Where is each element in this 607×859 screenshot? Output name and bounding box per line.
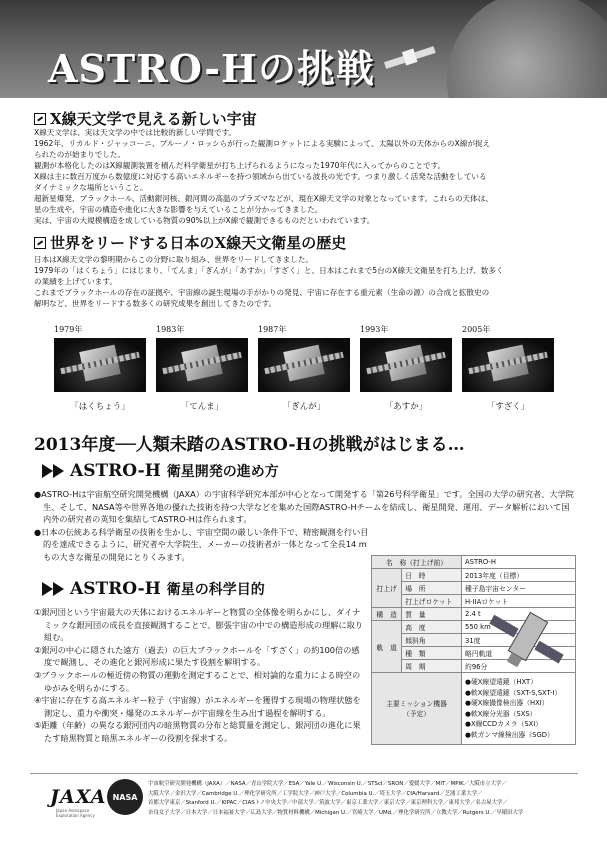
checkbox-icon [34, 113, 46, 125]
science-goals-list: ①銀河団という宇宙最大の天体におけるエネルギーと物質の全体像を明らかにし、ダイナミックな銀河団の成長を直接観測することで、膨張宇宙の中での構造形成の理解に取り組む。 ②銀河の中心に隠された遠方（過去）の巨大ブラックホールを「すざく」の約100倍の感度で観測し、その進化と銀河形成に果たす役割を解明する。 ③ブラックホールの極近傍の物質の運動を測定することで、相対論的な重力による時空のゆがみを明らかにする。 ④宇宙に存在する高エネルギー粒子（宇宙線）がエネルギーを獲得する現場の物理状態を測定し、重力や衝突・爆発のエネルギーが宇宙線を生み出す過程を解明する。 ⑤距離（年齢）の異なる銀河団内の暗黒物質の分布と総質量を測定し、銀河団の進化に果たす暗黒物質と暗黒エネルギーの役割を探求する。 [34, 607, 363, 743]
satellite-image [156, 338, 248, 392]
arrow-icon [53, 464, 64, 478]
earth-globe-icon [447, 0, 607, 98]
checkbox-icon [34, 237, 46, 249]
science-heading: ASTRO-H 衛星の科学目的 [42, 579, 265, 599]
satellite-icon [380, 40, 440, 76]
satellite-asuka: 1993年 「あすか」 [360, 324, 452, 412]
spec-table: 名 称（打上げ前） ASTRO-H 打上げ 日 時 2013年度（目標） 場 所 種子島宇宙センター 打上げロケット H-IIAロケット 構 造 質 量 2.4 t 軌 道 高 度 550 km 傾斜角 31度 種 類 略円軌道 周 期 約96分 主要ミッション機器 （予定） ●硬X線望遠鏡（HXT） ●軟X線望遠鏡（SXT-S,SXT-I） ●硬X線撮像検出器（HXI） ●軟X線分光器（SXS） ●X線CCDカメラ（SXI） ●軟ガンマ線検出器（SGD） [371, 555, 576, 745]
dev-heading: ASTRO-H 衛星開発の進め方 [42, 461, 279, 481]
header-banner [0, 0, 607, 98]
satellite-image [462, 338, 554, 392]
satellite-image [258, 338, 350, 392]
jaxa-subtitle: Japan Aerospace Exploration Agency [56, 808, 95, 818]
satellite-suzaku: 2005年 「すざく」 [462, 324, 554, 412]
nasa-logo: NASA [107, 779, 143, 815]
jaxa-logo: JAXA [50, 786, 107, 808]
dev-text: ●ASTRO-Hは宇宙航空研究開発機構（JAXA）の宇宙科学研究本部が中心となって開発する「第26号科学衛星」です。全国の大学の研究者、大学院生、そして、NASA等や世界各地の優れた技術を持つ大学などを集めた国際ASTRO-Hチームを結成し、衛星開発、運用、データ解析において国内外の研究者の英知を集結してASTRO-Hは作られます。 ●日本の伝統ある科学衛星の技術を生かし、宇宙空間の厳しい条件下で、精密観測を行い目的を達成できるように、研究者や大学院生、メーカーの技術者が一体となって全長14 mもの大きな衛星の開発にとりくみます。 [34, 489, 574, 562]
participating-organizations: 宇宙航空研究開発機構（JAXA）／NASA／青山学院大学／ESA／Yale U.／Wisconsin U.／STScI／SRON／愛媛大学／MIT／MPIK／大阪市立大学／ 大阪大学／金沢大学／Cambridge U.／理化学研究所／工学院大学／神戸大学／Columbia U.／埼玉大学／CfA/Harvard／芝浦工業大学／ 首都大学東京／Stanford U.／KIPAC／CIASトノ中央大学／中部大学／筑波大学／東京工業大学／東京大学／東京理科大学／東邦大学／名古屋大学／ 奈良女子大学／日本大学／日本福祉大学／広島大学／物質材料機構／Michigan U.／宮崎大学／UMd.／理化学研究所／立教大学／Rutgers U.／早稲田大学 [148, 781, 524, 816]
section-heading-2013: 2013年度──人類未踏のASTRO-Hの挑戦がはじまる… [34, 435, 465, 455]
satellite-timeline [54, 324, 554, 424]
satellite-image [360, 338, 452, 392]
satellite-tenma: 1983年 「てんま」 [156, 324, 248, 412]
section-heading-history: 世界をリードする日本のX線天文衛星の歴史 [34, 232, 346, 253]
astro-h-satellite-icon [480, 608, 572, 672]
section-heading-xray-astronomy: X線天文学で見える新しい宇宙 [34, 108, 257, 129]
arrow-icon [53, 582, 64, 596]
instrument-list: ●硬X線望遠鏡（HXT） ●軟X線望遠鏡（SXT-S,SXT-I） ●硬X線撮像検出器（HXI） ●軟X線分光器（SXS） ●X線CCDカメラ（SXI） ●軟ガンマ線検出器（SGD） [462, 673, 576, 745]
history-text: 日本はX線天文学の黎明期からこの分野に取り組み、世界をリードしてきました。 1979年の「はくちょう」にはじまり、「てんま」「ぎんが」「あすか」「すざく」と、日本はこれまで5台のX線天文衛星を打ち上げ、数多く の業績を上げています。 これまでブラックホールの存在の証拠や、宇宙線の誕生現場の手がかりの発見、宇宙に存在する重元素（生命の源）の合成と拡散史の 解明など、世界をリードする数多くの研究成果を創出してきたのです。 [34, 255, 504, 308]
satellite-ginga: 1987年 「ぎんが」 [258, 324, 350, 412]
satellite-hakucho: 1979年 「はくちょう」 [54, 324, 146, 412]
mission-label: 主要ミッション機器 （予定） [372, 673, 462, 745]
arrow-icon [42, 464, 53, 478]
page-title: ASTRO-Hの挑戦 [48, 46, 375, 91]
xray-astronomy-text: X線天文学は、実は天文学の中では比較的新しい学問です。 1962年、リカルド・ジャッコーニ、ブルーノ・ロッシらが行った観測ロケットによる実験によって、太陽以外の天体からのX線が捉え られたのが始まりでした。 観測が本格化したのはX線観測装置を積んだ科学衛星が打ち上げられるようになった1970年代に入ってからのことです。 X線は主に数百万度から数億度に対応する高いエネルギーを持つ領域から出ている波長の光です。つまり激しく活発な活動をしている ダイナミックな場所ということ。 超新星爆発、ブラックホール、活動銀河核、銀河間の高温のプラズマなどが、現在X線天文学の対象となっています。これらの天体は、 星の生成や、宇宙の構造や進化に大きな影響を与えていることが分かってきました。 実は、宇宙の大規模構造を成している物質の90%以上がX線で観測できるものだといわれています。 [34, 128, 493, 225]
arrow-icon [42, 582, 53, 596]
divider [30, 773, 578, 774]
satellite-image [54, 338, 146, 392]
